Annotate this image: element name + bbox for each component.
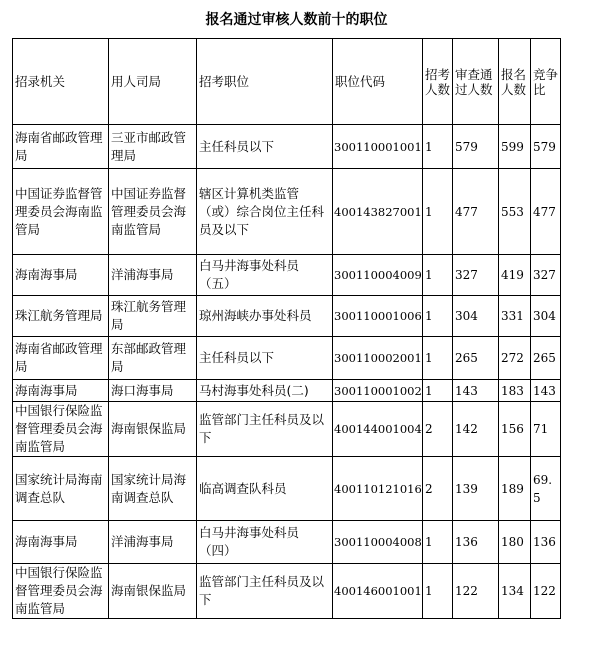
table-cell: 1 <box>423 255 453 296</box>
table-cell: 1 <box>423 564 453 619</box>
table-cell: 142 <box>453 402 499 457</box>
table-row <box>13 255 561 296</box>
table-cell: 2 <box>423 457 453 521</box>
table-cell: 国家统计局海南调查总队 <box>109 457 197 521</box>
table-row <box>13 402 561 457</box>
table-cell: 监管部门主任科员及以下 <box>197 564 333 619</box>
positions-table <box>12 38 561 619</box>
table-cell: 579 <box>531 125 561 169</box>
table-cell: 洋浦海事局 <box>109 521 197 564</box>
table-cell: 海南海事局 <box>13 521 109 564</box>
table-cell: 156 <box>499 402 531 457</box>
table-cell: 599 <box>499 125 531 169</box>
table-cell: 中国银行保险监督管理委员会海南监管局 <box>13 564 109 619</box>
table-cell: 白马井海事处科员（四） <box>197 521 333 564</box>
table-cell: 海口海事局 <box>109 380 197 402</box>
table-cell: 143 <box>531 380 561 402</box>
table-cell: 136 <box>531 521 561 564</box>
table-cell: 1 <box>423 169 453 255</box>
table-cell: 134 <box>499 564 531 619</box>
table-row <box>13 380 561 402</box>
table-cell: 300110002001 <box>333 337 423 380</box>
table-cell: 主任科员以下 <box>197 337 333 380</box>
table-cell: 419 <box>499 255 531 296</box>
table-cell: 海南银保监局 <box>109 402 197 457</box>
table-cell: 国家统计局海南调查总队 <box>13 457 109 521</box>
table-cell: 1 <box>423 296 453 337</box>
table-cell: 临高调查队科员 <box>197 457 333 521</box>
table-cell: 304 <box>453 296 499 337</box>
table-cell: 331 <box>499 296 531 337</box>
table-cell: 300110001001 <box>333 125 423 169</box>
header-cell: 审查通过人数 <box>453 39 499 125</box>
table-cell: 1 <box>423 125 453 169</box>
table-cell: 三亚市邮政管理局 <box>109 125 197 169</box>
table-cell: 300110004009 <box>333 255 423 296</box>
table-cell: 265 <box>531 337 561 380</box>
table-cell: 东部邮政管理局 <box>109 337 197 380</box>
header-cell: 招录机关 <box>13 39 109 125</box>
page-title: 报名通过审核人数前十的职位 <box>205 12 388 28</box>
table-cell: 主任科员以下 <box>197 125 333 169</box>
table-cell: 洋浦海事局 <box>109 255 197 296</box>
header-cell: 用人司局 <box>109 39 197 125</box>
table-row <box>13 564 561 619</box>
table-cell: 553 <box>499 169 531 255</box>
header-cell: 竞争比 <box>531 39 561 125</box>
table-row <box>13 457 561 521</box>
header-cell: 职位代码 <box>333 39 423 125</box>
table-cell: 180 <box>499 521 531 564</box>
table-cell: 300110001002 <box>333 380 423 402</box>
table-row <box>13 125 561 169</box>
table-header-row <box>13 39 561 125</box>
table-cell: 579 <box>453 125 499 169</box>
table-cell: 中国证券监督管理委员会海南监管局 <box>109 169 197 255</box>
table-cell: 300110004008 <box>333 521 423 564</box>
table-cell: 189 <box>499 457 531 521</box>
header-cell: 报名人数 <box>499 39 531 125</box>
table-cell: 71 <box>531 402 561 457</box>
table-cell: 2 <box>423 402 453 457</box>
table-cell: 400144001004 <box>333 402 423 457</box>
table-cell: 304 <box>531 296 561 337</box>
table-cell: 136 <box>453 521 499 564</box>
table-cell: 辖区计算机类监管（或）综合岗位主任科员及以下 <box>197 169 333 255</box>
table-cell: 477 <box>453 169 499 255</box>
table-cell: 400143827001 <box>333 169 423 255</box>
table-row <box>13 296 561 337</box>
header-cell: 招考职位 <box>197 39 333 125</box>
table-row <box>13 521 561 564</box>
table-cell: 珠江航务管理局 <box>13 296 109 337</box>
table-row <box>13 169 561 255</box>
table-cell: 477 <box>531 169 561 255</box>
table-cell: 监管部门主任科员及以下 <box>197 402 333 457</box>
table-cell: 400110121016 <box>333 457 423 521</box>
table-cell: 400146001001 <box>333 564 423 619</box>
table-cell: 69.5 <box>531 457 561 521</box>
table-cell: 139 <box>453 457 499 521</box>
table-cell: 海南省邮政管理局 <box>13 125 109 169</box>
table-cell: 1 <box>423 337 453 380</box>
table-cell: 中国证券监督管理委员会海南监管局 <box>13 169 109 255</box>
table-cell: 琼州海峡办事处科员 <box>197 296 333 337</box>
table-cell: 122 <box>531 564 561 619</box>
table-cell: 272 <box>499 337 531 380</box>
table-cell: 海南海事局 <box>13 255 109 296</box>
table-cell: 300110001006 <box>333 296 423 337</box>
table-cell: 海南省邮政管理局 <box>13 337 109 380</box>
header-cell: 招考人数 <box>423 39 453 125</box>
table-cell: 183 <box>499 380 531 402</box>
table-cell: 122 <box>453 564 499 619</box>
table-cell: 1 <box>423 380 453 402</box>
table-cell: 327 <box>531 255 561 296</box>
table-cell: 珠江航务管理局 <box>109 296 197 337</box>
table-cell: 1 <box>423 521 453 564</box>
table-cell: 327 <box>453 255 499 296</box>
table-cell: 265 <box>453 337 499 380</box>
table-cell: 中国银行保险监督管理委员会海南监管局 <box>13 402 109 457</box>
table-cell: 白马井海事处科员（五） <box>197 255 333 296</box>
table-cell: 马村海事处科员(二) <box>197 380 333 402</box>
table-row <box>13 337 561 380</box>
table-cell: 143 <box>453 380 499 402</box>
table-cell: 海南银保监局 <box>109 564 197 619</box>
table-cell: 海南海事局 <box>13 380 109 402</box>
